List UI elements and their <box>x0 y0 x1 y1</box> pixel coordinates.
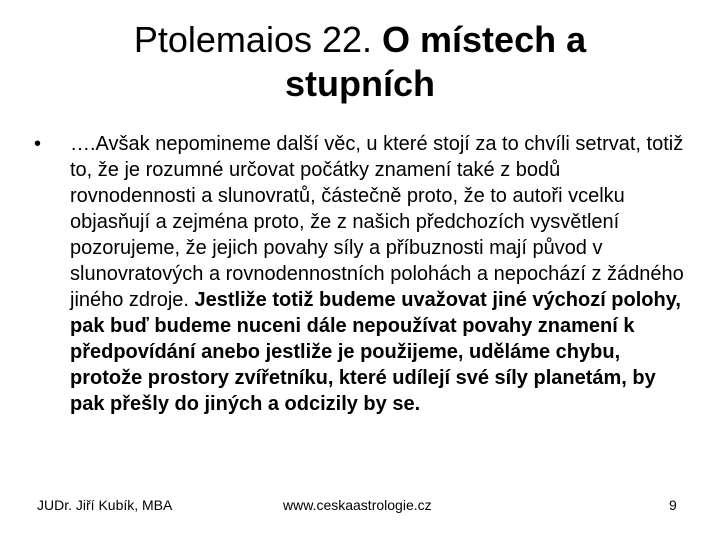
bullet-text-normal: ….Avšak nepomineme další věc, u které stojí za to chvíli setrvat, totiž to, že je rozumné určovat počátky znamení také z bodů rovnodennosti a slunovratů, částečně proto, že to autoři vcelku objasňují a zejména proto, že z našich předchozích vysvětlení pozorujeme, že jejich povahy síly a příbuznosti mají původ v slunovratových a rovnodennostních polohách a nepochází z žádného jiného zdroje. <box>70 133 684 311</box>
footer-page-number: 9 <box>669 497 677 513</box>
footer-author: JUDr. Jiří Kubík, MBA <box>37 497 173 513</box>
footer-website: www.ceskaastrologie.cz <box>283 497 432 513</box>
bullet-item <box>34 131 684 417</box>
slide-title <box>60 18 660 106</box>
title-bold-line2: stupních <box>285 63 435 104</box>
bullet-icon: • <box>34 133 42 155</box>
title-normal: Ptolemaios 22. <box>133 19 383 60</box>
bullet-text <box>70 131 690 417</box>
bullet-text-bold: Jestliže totiž budeme uvažovat jiné výchozí polohy, pak buď budeme nuceni dále nepoužívat povahy znamení k předpovídání anebo jestliže je použijeme, uděláme chybu, protože prostory zvířetníku, které udílejí své síly planetám, by pak přešly do jiných a odcizily by se. <box>70 289 681 415</box>
title-bold-line1: O místech a <box>382 19 587 60</box>
